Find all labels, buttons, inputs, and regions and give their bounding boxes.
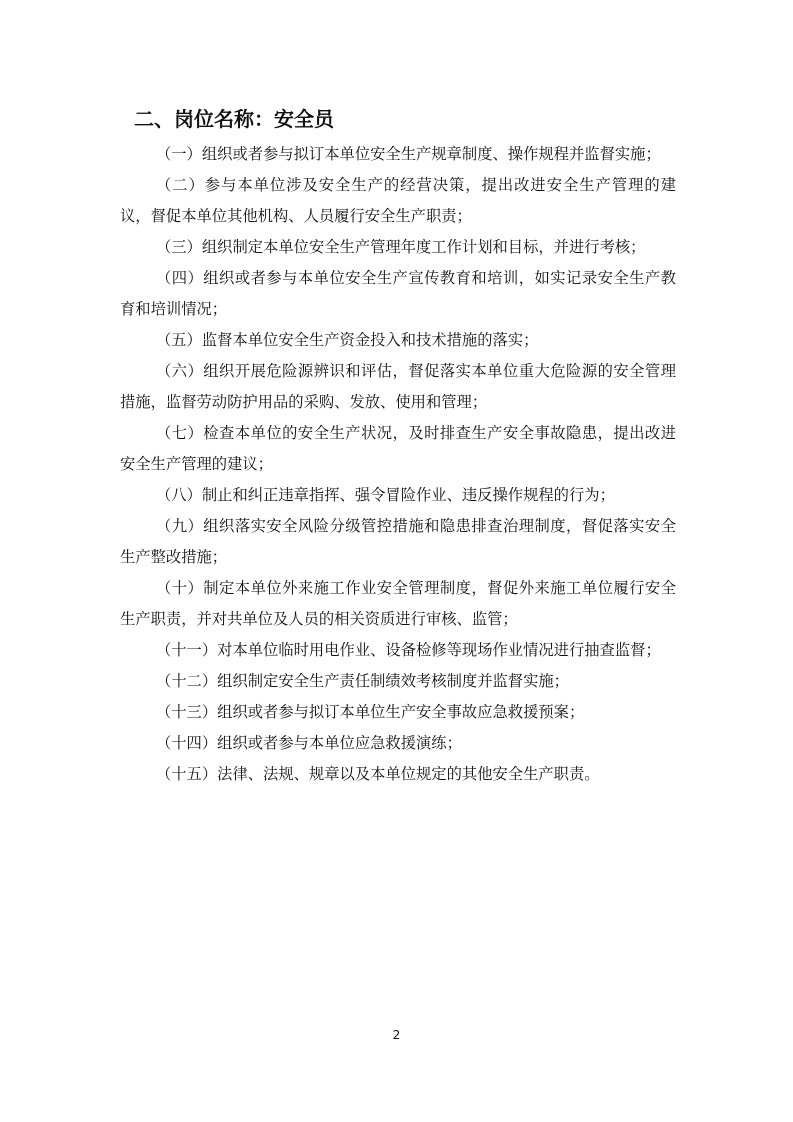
duty-item: （九）组织落实安全风险分级管控措施和隐患排查治理制度，督促落实安全生产整改措施； xyxy=(120,517,676,566)
duty-item: （十三）组织或者参与拟订本单位生产安全事故应急救援预案； xyxy=(155,703,585,721)
duty-item: （十一）对本单位临时用电作业、设备检修等现场作业情况进行抽查监督； xyxy=(155,641,661,659)
duty-item: （七）检查本单位的安全生产状况，及时排查生产安全事故隐患，提出改进安全生产管理的建议； xyxy=(120,424,676,473)
section-heading: 二、岗位名称：安全员 xyxy=(134,107,334,131)
duty-item: （二）参与本单位涉及安全生产的经营决策，提出改进安全生产管理的建议，督促本单位其他机构、人员履行安全生产职责； xyxy=(120,176,676,225)
duty-item: （一）组织或者参与拟订本单位安全生产规章制度、操作规程并监督实施； xyxy=(155,145,661,163)
duty-item: （八）制止和纠正违章指挥、强令冒险作业、违反操作规程的行为； xyxy=(155,486,615,504)
duty-item: （五）监督本单位安全生产资金投入和技术措施的落实； xyxy=(155,331,539,349)
duty-item: （十五）法律、法规、规章以及本单位规定的其他安全生产职责。 xyxy=(155,765,600,783)
document-body xyxy=(120,104,676,790)
page-number: 2 xyxy=(392,1028,401,1042)
duty-item: （三）组织制定本单位安全生产管理年度工作计划和目标，并进行考核； xyxy=(155,238,646,256)
duty-item: （十四）组织或者参与本单位应急救援演练； xyxy=(155,734,462,752)
duty-item: （十二）组织制定安全生产责任制绩效考核制度并监督实施； xyxy=(155,672,569,690)
duty-item: （十）制定本单位外来施工作业安全管理制度，督促外来施工单位履行安全生产职责，并对共单位及人员的相关资质进行审核、监管； xyxy=(120,579,676,628)
duty-item: （四）组织或者参与本单位安全生产宣传教育和培训，如实记录安全生产教育和培训情况； xyxy=(120,269,676,318)
duty-item: （六）组织开展危险源辨识和评估，督促落实本单位重大危险源的安全管理措施，监督劳动防护用品的采购、发放、使用和管理； xyxy=(120,362,676,411)
